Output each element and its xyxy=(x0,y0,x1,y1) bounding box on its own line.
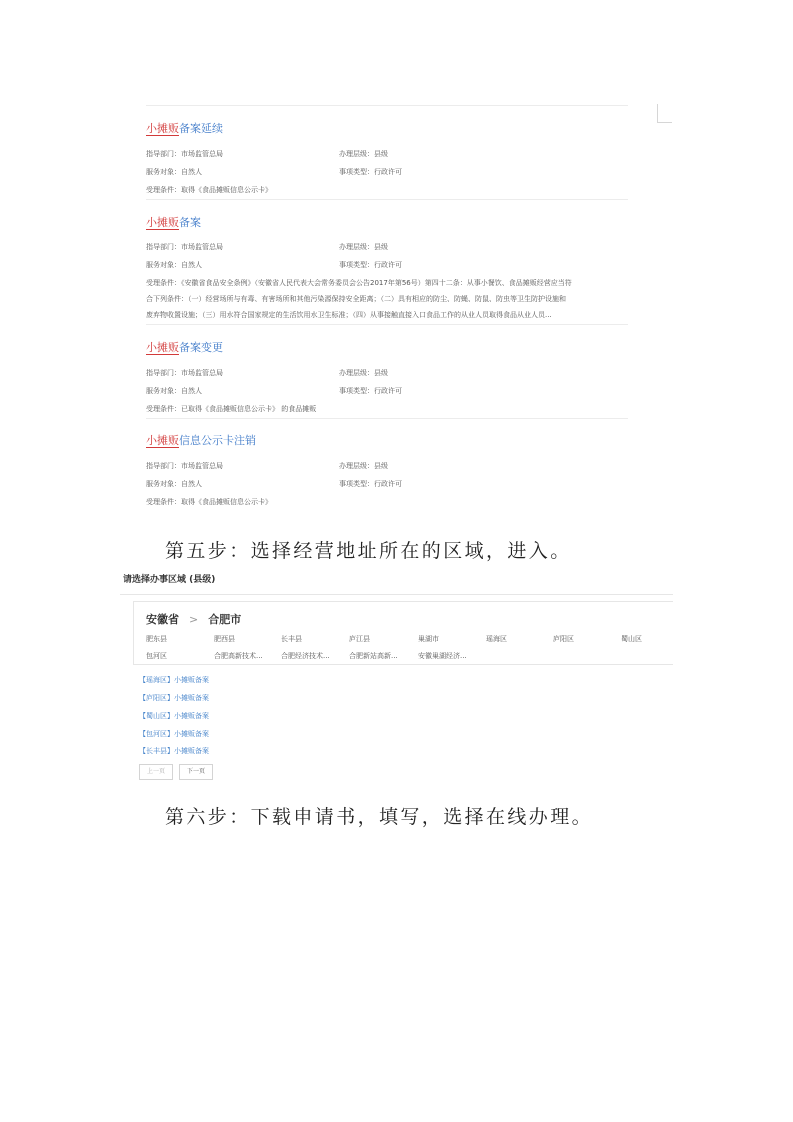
service-item-register xyxy=(146,216,628,323)
service-item-change xyxy=(146,341,628,417)
condition-text: 受理条件：取得《食品摊贩信息公示卡》 xyxy=(146,186,272,194)
condition-text: 受理条件：已取得《食品摊贩信息公示卡》 的食品摊贩 xyxy=(146,405,317,413)
info-row xyxy=(146,383,628,399)
region-divider xyxy=(120,594,673,595)
info-row xyxy=(146,164,628,180)
district-option[interactable]: 蜀山区 xyxy=(621,635,642,643)
province-name[interactable]: 安徽省 xyxy=(146,613,179,626)
condition-text: 废弃物收置设施；（三）用水符合国家规定的生活饮用水卫生标准；（四）从事接触直接入口食品工作的从业人员取得食品从业人员... xyxy=(146,311,552,319)
top-divider xyxy=(146,105,628,106)
district-option[interactable]: 庐阳区 xyxy=(553,635,574,643)
result-link[interactable]: 【蜀山区】小摊贩备案 xyxy=(139,712,209,720)
type-text: 事项类型：行政许可 xyxy=(339,168,402,176)
region-breadcrumb xyxy=(146,611,241,627)
info-row xyxy=(146,458,628,474)
district-option[interactable]: 肥西县 xyxy=(214,635,235,643)
page-corner-mark xyxy=(657,104,672,123)
target-text: 服务对象：自然人 xyxy=(146,261,202,269)
region-selector xyxy=(133,601,673,665)
target-text: 服务对象：自然人 xyxy=(146,387,202,395)
result-link[interactable]: 【长丰县】小摊贩备案 xyxy=(139,747,209,755)
condition-text: 受理条件：《安徽省食品安全条例》（安徽省人民代表大会常务委员会公告2017年第56号）第四十二条：从事小餐饮、食品摊贩经营应当符 xyxy=(146,279,572,287)
next-page-button[interactable]: 下一页 xyxy=(179,764,213,780)
chevron-right-icon: > xyxy=(189,613,199,626)
level-text: 办理层级：县级 xyxy=(339,243,388,251)
step6-heading: 第六步：下载申请书，填写，选择在线办理。 xyxy=(165,806,594,828)
dept-text: 指导部门：市场监管总局 xyxy=(146,150,223,158)
item-divider xyxy=(146,199,628,200)
info-row xyxy=(146,476,628,492)
step5-heading: 第五步：选择经营地址所在的区域，进入。 xyxy=(165,540,572,562)
district-option[interactable]: 瑶海区 xyxy=(486,635,507,643)
type-text: 事项类型：行政许可 xyxy=(339,387,402,395)
dept-text: 指导部门：市场监管总局 xyxy=(146,243,223,251)
region-select-label: 请选择办事区域 (县级) xyxy=(123,575,216,585)
level-text: 办理层级：县级 xyxy=(339,369,388,377)
service-title[interactable]: 小摊贩备案延续 xyxy=(146,122,223,135)
result-link[interactable]: 【瑶海区】小摊贩备案 xyxy=(139,676,209,684)
info-row xyxy=(146,146,628,162)
city-name[interactable]: 合肥市 xyxy=(208,613,242,626)
district-option[interactable]: 合肥高新技术... xyxy=(214,652,263,660)
service-item-cancel xyxy=(146,434,628,510)
item-divider xyxy=(146,324,628,325)
district-option[interactable]: 肥东县 xyxy=(146,635,167,643)
info-row xyxy=(146,239,628,255)
level-text: 办理层级：县级 xyxy=(339,462,388,470)
district-option[interactable]: 合肥新站高新... xyxy=(349,652,398,660)
district-option[interactable]: 包河区 xyxy=(146,652,167,660)
type-text: 事项类型：行政许可 xyxy=(339,480,402,488)
result-link[interactable]: 【庐阳区】小摊贩备案 xyxy=(139,694,209,702)
target-text: 服务对象：自然人 xyxy=(146,168,202,176)
level-text: 办理层级：县级 xyxy=(339,150,388,158)
service-title[interactable]: 小摊贩备案 xyxy=(146,216,201,229)
district-option[interactable]: 巢湖市 xyxy=(418,635,439,643)
condition-text: 受理条件：取得《食品摊贩信息公示卡》 xyxy=(146,498,272,506)
info-row xyxy=(146,365,628,381)
condition-text: 合下列条件：（一）经营场所与有毒、有害场所和其他污染源保持安全距离；（二）具有相应的防尘、防蝇、防鼠、防虫等卫生防护设施和 xyxy=(146,295,566,303)
info-row xyxy=(146,257,628,273)
service-item-renewal xyxy=(146,122,628,198)
service-title[interactable]: 小摊贩备案变更 xyxy=(146,341,223,354)
result-link[interactable]: 【包河区】小摊贩备案 xyxy=(139,730,209,738)
district-option[interactable]: 合肥经济技术... xyxy=(281,652,330,660)
district-option[interactable]: 庐江县 xyxy=(349,635,370,643)
district-option[interactable]: 长丰县 xyxy=(281,635,302,643)
type-text: 事项类型：行政许可 xyxy=(339,261,402,269)
item-divider xyxy=(146,418,628,419)
target-text: 服务对象：自然人 xyxy=(146,480,202,488)
district-option[interactable]: 安徽巢湖经济... xyxy=(418,652,467,660)
service-title[interactable]: 小摊贩信息公示卡注销 xyxy=(146,434,256,447)
prev-page-button[interactable]: 上一页 xyxy=(139,764,173,780)
dept-text: 指导部门：市场监管总局 xyxy=(146,462,223,470)
dept-text: 指导部门：市场监管总局 xyxy=(146,369,223,377)
